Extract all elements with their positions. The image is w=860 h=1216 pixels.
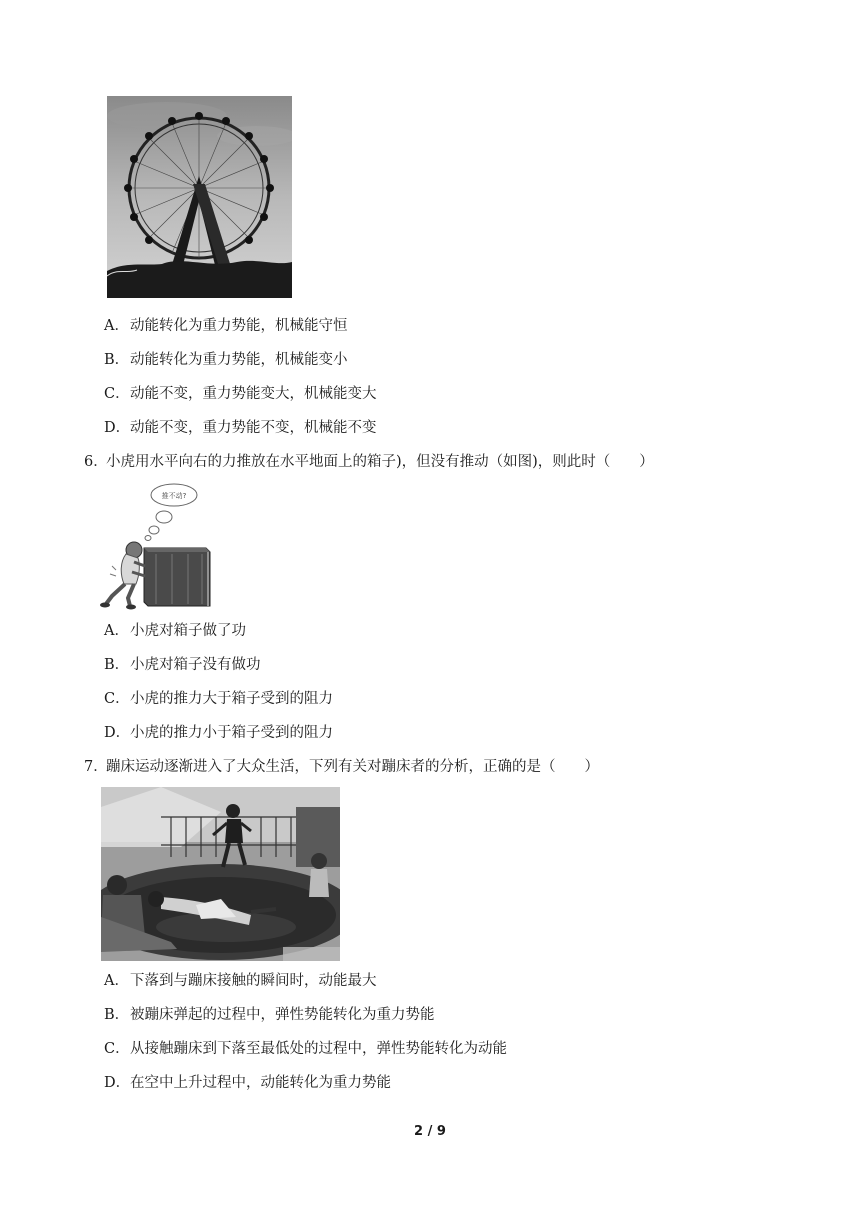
q6-option-a[interactable] xyxy=(104,621,246,641)
q7-option-c[interactable] xyxy=(104,1039,507,1059)
option-text: 小虎的推力大于箱子受到的阻力 xyxy=(130,691,333,707)
q6-option-c[interactable] xyxy=(104,689,333,709)
q5-option-b[interactable] xyxy=(104,350,348,370)
q7-option-a[interactable] xyxy=(104,971,377,991)
option-letter: D． xyxy=(104,1075,131,1091)
q7-option-b[interactable] xyxy=(104,1005,435,1025)
option-letter: A． xyxy=(104,973,129,989)
option-letter: B． xyxy=(104,1007,130,1023)
option-text: 动能转化为重力势能，机械能变小 xyxy=(130,352,348,368)
option-text: 小虎对箱子没有做功 xyxy=(130,657,261,673)
option-letter: B． xyxy=(104,657,130,673)
q5-option-d[interactable] xyxy=(104,418,377,438)
option-letter: C． xyxy=(104,386,130,402)
question-text: 蹦床运动逐渐进入了大众生活，下列有关对蹦床者的分析，正确的是（ ） xyxy=(106,759,599,775)
q5-option-a[interactable] xyxy=(104,316,348,336)
thought-bubble-text: 推不动? xyxy=(161,492,187,500)
question-number: 6． xyxy=(84,454,108,470)
option-text: 小虎的推力小于箱子受到的阻力 xyxy=(130,725,333,741)
question-7-stem xyxy=(84,757,599,777)
ferris-wheel-photo xyxy=(107,96,292,298)
q6-option-b[interactable] xyxy=(104,655,261,675)
option-text: 在空中上升过程中，动能转化为重力势能 xyxy=(130,1075,391,1091)
q6-option-d[interactable] xyxy=(104,723,333,743)
option-letter: C． xyxy=(104,1041,130,1057)
option-letter: A． xyxy=(104,318,129,334)
trampoline-photo xyxy=(101,787,340,961)
option-text: 动能不变，重力势能不变，机械能不变 xyxy=(130,420,377,436)
option-text: 从接触蹦床到下落至最低处的过程中，弹性势能转化为动能 xyxy=(130,1041,507,1057)
pushing-box-illustration xyxy=(98,482,216,610)
question-number: 7． xyxy=(84,759,108,775)
q5-option-c[interactable] xyxy=(104,384,377,404)
page-number: 2 / 9 xyxy=(414,1124,446,1139)
q7-option-d[interactable] xyxy=(104,1073,391,1093)
option-letter: D． xyxy=(104,420,131,436)
question-6-stem xyxy=(84,452,654,472)
option-letter: A． xyxy=(104,623,129,639)
option-letter: C． xyxy=(104,691,130,707)
option-text: 下落到与蹦床接触的瞬间时，动能最大 xyxy=(130,973,377,989)
option-text: 小虎对箱子做了功 xyxy=(130,623,246,639)
option-letter: B． xyxy=(104,352,130,368)
option-text: 动能不变，重力势能变大，机械能变大 xyxy=(130,386,377,402)
option-text: 被蹦床弹起的过程中，弹性势能转化为重力势能 xyxy=(130,1007,435,1023)
option-letter: D． xyxy=(104,725,131,741)
option-text: 动能转化为重力势能，机械能守恒 xyxy=(130,318,348,334)
question-text: 小虎用水平向右的力推放在水平地面上的箱子)，但没有推动（如图)，则此时（ ） xyxy=(106,454,654,470)
